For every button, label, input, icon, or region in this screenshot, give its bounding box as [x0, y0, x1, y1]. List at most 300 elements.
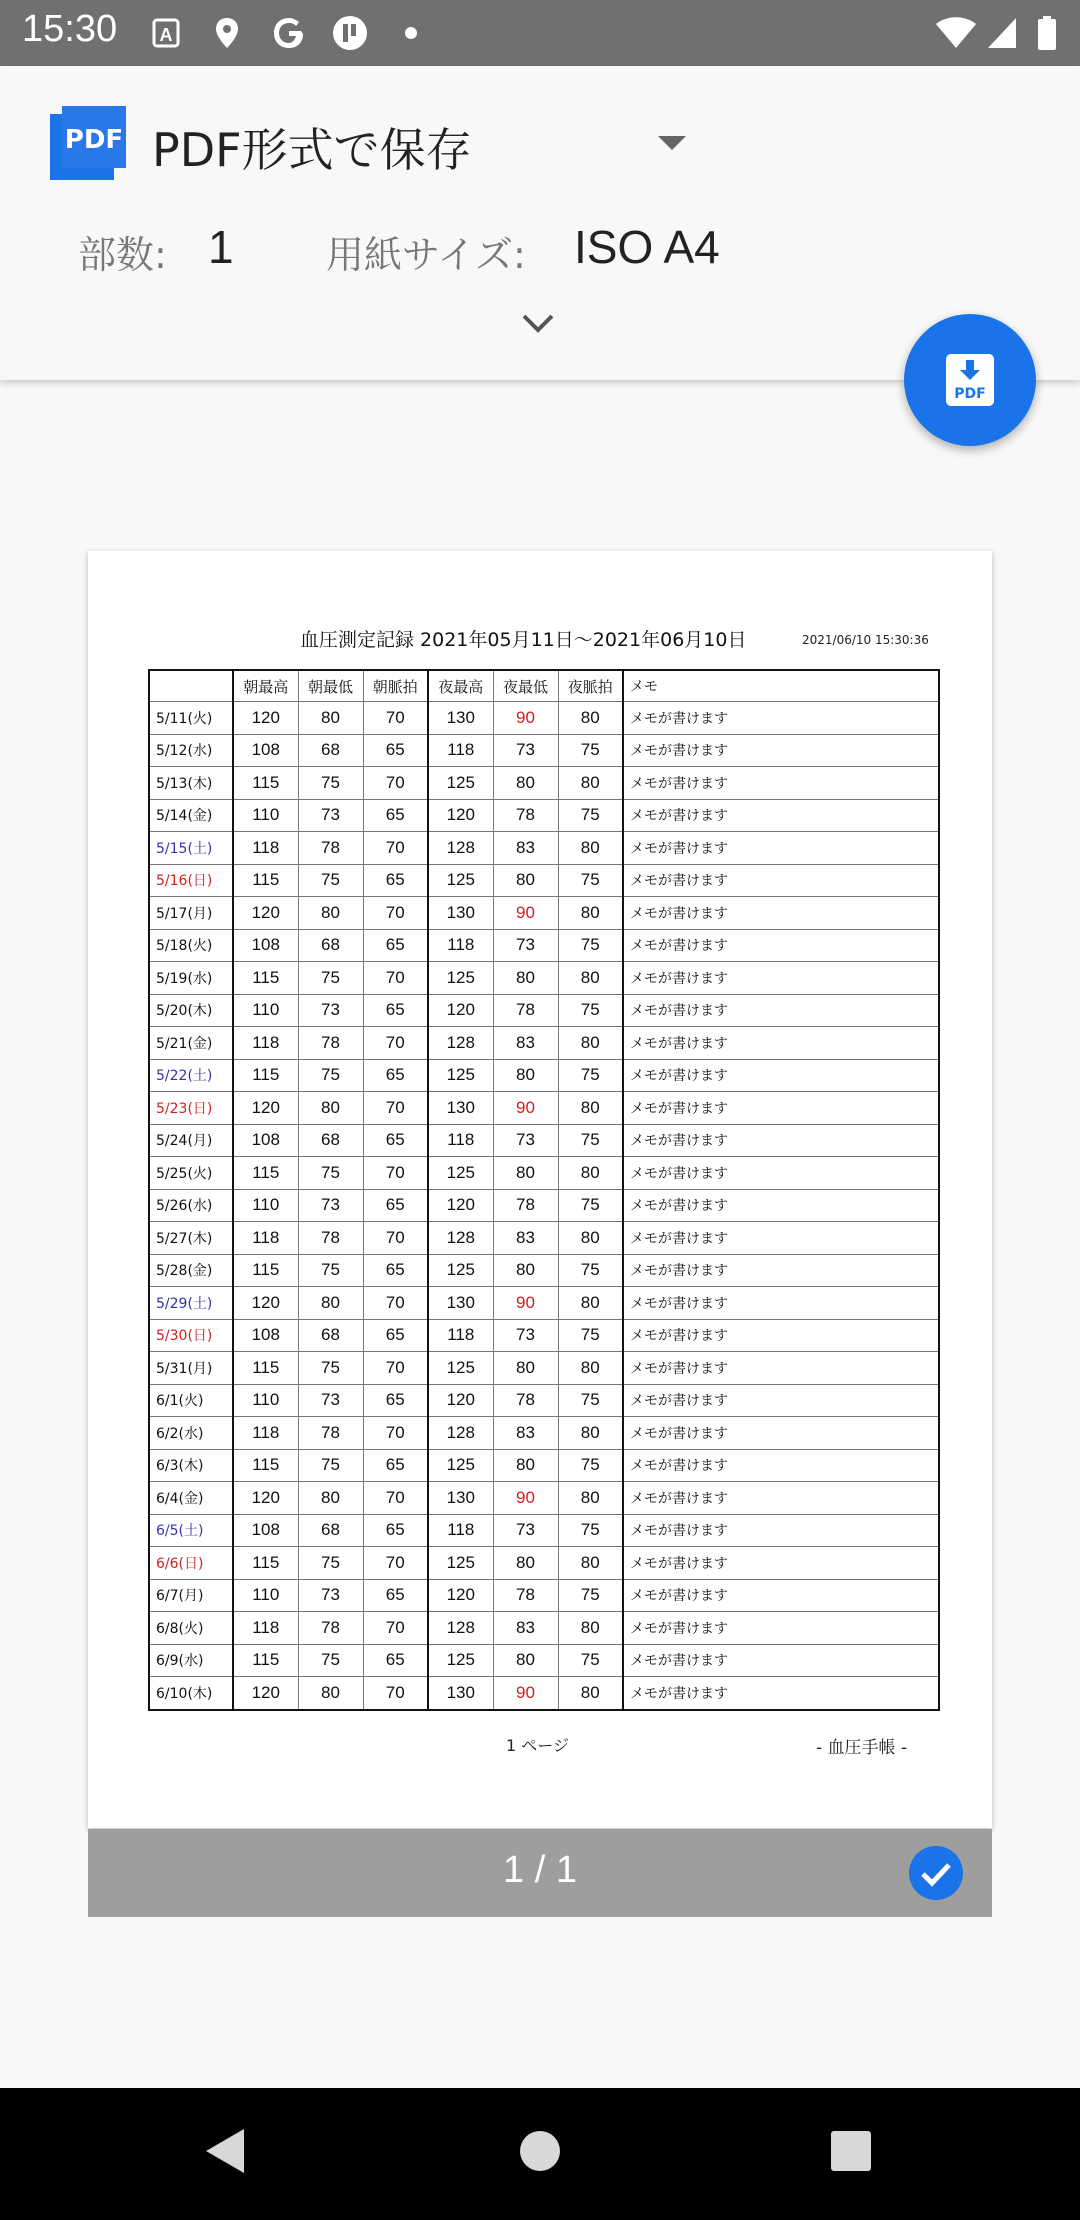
table-row	[149, 1482, 939, 1515]
row-date: 6/5(土)	[149, 1514, 233, 1547]
row-value: 68	[298, 1124, 363, 1157]
column-header: 夜最高	[428, 670, 493, 702]
row-value: 70	[363, 702, 428, 735]
row-value: 128	[428, 1612, 493, 1645]
row-value: 80	[558, 1547, 623, 1580]
status-time: 15:30	[22, 8, 118, 50]
row-value: 73	[298, 1189, 363, 1222]
table-row	[149, 1449, 939, 1482]
row-value: 70	[363, 962, 428, 995]
row-value: 108	[233, 929, 298, 962]
table-row	[149, 1352, 939, 1385]
row-value: 65	[363, 799, 428, 832]
row-value: 125	[428, 1059, 493, 1092]
row-date: 5/21(金)	[149, 1027, 233, 1060]
row-value: 75	[558, 799, 623, 832]
status-bar	[0, 0, 1080, 66]
row-value: 120	[233, 1092, 298, 1125]
row-value: 118	[428, 929, 493, 962]
row-value: 80	[558, 832, 623, 865]
row-memo: メモが書けます	[623, 1579, 939, 1612]
row-value: 108	[233, 1514, 298, 1547]
row-value: 120	[233, 1287, 298, 1320]
row-value: 75	[558, 1319, 623, 1352]
row-value: 68	[298, 1514, 363, 1547]
row-value: 110	[233, 994, 298, 1027]
row-value: 80	[558, 1157, 623, 1190]
row-value: 75	[558, 1059, 623, 1092]
row-date: 6/7(月)	[149, 1579, 233, 1612]
row-value: 75	[558, 1514, 623, 1547]
row-value: 65	[363, 864, 428, 897]
row-memo: メモが書けます	[623, 1384, 939, 1417]
row-value: 70	[363, 1027, 428, 1060]
row-value: 75	[558, 1384, 623, 1417]
row-value: 75	[298, 1352, 363, 1385]
row-value: 83	[493, 1027, 558, 1060]
row-value: 68	[298, 734, 363, 767]
table-row	[149, 1254, 939, 1287]
row-value: 75	[558, 929, 623, 962]
signal-icon	[984, 14, 1020, 52]
row-value: 80	[298, 1677, 363, 1710]
row-date: 6/9(水)	[149, 1644, 233, 1677]
row-value: 73	[493, 1124, 558, 1157]
row-date: 5/11(火)	[149, 702, 233, 735]
page-indicator-text: 1 / 1	[503, 1849, 577, 1891]
row-value: 75	[298, 1059, 363, 1092]
row-value: 70	[363, 1547, 428, 1580]
row-value: 65	[363, 994, 428, 1027]
row-value: 80	[298, 702, 363, 735]
row-value: 68	[298, 929, 363, 962]
row-value: 65	[363, 1124, 428, 1157]
row-memo: メモが書けます	[623, 702, 939, 735]
download-pdf-button[interactable]	[904, 314, 1036, 446]
row-value: 75	[298, 1254, 363, 1287]
table-row	[149, 799, 939, 832]
row-date: 5/12(水)	[149, 734, 233, 767]
row-value: 65	[363, 1059, 428, 1092]
row-value: 80	[558, 1417, 623, 1450]
row-value: 80	[298, 897, 363, 930]
row-value: 75	[298, 1449, 363, 1482]
row-value: 128	[428, 1027, 493, 1060]
row-date: 6/10(木)	[149, 1677, 233, 1710]
table-row	[149, 767, 939, 800]
row-value: 70	[363, 1222, 428, 1255]
table-row	[149, 1644, 939, 1677]
row-value: 65	[363, 1319, 428, 1352]
row-value: 118	[233, 1027, 298, 1060]
row-value: 125	[428, 962, 493, 995]
row-memo: メモが書けます	[623, 1352, 939, 1385]
row-value: 73	[493, 1514, 558, 1547]
row-memo: メモが書けます	[623, 929, 939, 962]
row-value: 115	[233, 1644, 298, 1677]
row-value: 65	[363, 1254, 428, 1287]
row-value: 75	[558, 1449, 623, 1482]
battery-icon	[1036, 14, 1058, 52]
row-value: 118	[428, 1319, 493, 1352]
row-value: 70	[363, 1352, 428, 1385]
row-value: 115	[233, 1449, 298, 1482]
row-value: 78	[493, 994, 558, 1027]
font-icon	[152, 14, 182, 52]
row-date: 6/2(水)	[149, 1417, 233, 1450]
row-memo: メモが書けます	[623, 1189, 939, 1222]
row-date: 5/31(月)	[149, 1352, 233, 1385]
row-value: 80	[558, 1222, 623, 1255]
destination-title[interactable]: PDF形式で保存	[152, 123, 472, 177]
row-value: 80	[558, 1677, 623, 1710]
row-value: 83	[493, 1612, 558, 1645]
table-row	[149, 1384, 939, 1417]
row-value: 83	[493, 1222, 558, 1255]
row-memo: メモが書けます	[623, 1254, 939, 1287]
table-row	[149, 1287, 939, 1320]
row-value: 125	[428, 864, 493, 897]
row-value: 80	[558, 702, 623, 735]
page-selected-check-icon[interactable]	[908, 1845, 964, 1901]
row-value: 80	[298, 1482, 363, 1515]
row-value: 125	[428, 1157, 493, 1190]
row-date: 6/6(日)	[149, 1547, 233, 1580]
home-icon[interactable]	[519, 2126, 561, 2176]
svg-text:PDF: PDF	[954, 386, 986, 402]
row-value: 110	[233, 1384, 298, 1417]
row-memo: メモが書けます	[623, 1319, 939, 1352]
row-date: 5/30(日)	[149, 1319, 233, 1352]
row-value: 125	[428, 1254, 493, 1287]
row-value: 80	[558, 1352, 623, 1385]
table-row	[149, 929, 939, 962]
row-value: 90	[493, 1677, 558, 1710]
blood-pressure-table	[148, 669, 940, 1711]
row-value: 90	[493, 897, 558, 930]
row-value: 130	[428, 1287, 493, 1320]
table-row	[149, 702, 939, 735]
row-value: 75	[558, 1189, 623, 1222]
row-date: 5/22(土)	[149, 1059, 233, 1092]
table-row	[149, 1417, 939, 1450]
row-value: 125	[428, 767, 493, 800]
row-value: 70	[363, 1482, 428, 1515]
table-row	[149, 1514, 939, 1547]
wifi-icon	[934, 14, 978, 52]
navigation-bar	[0, 2088, 1080, 2220]
dot-icon	[404, 14, 418, 52]
row-value: 118	[428, 1514, 493, 1547]
row-date: 5/27(木)	[149, 1222, 233, 1255]
google-icon	[270, 14, 308, 52]
table-row	[149, 1059, 939, 1092]
copies-value[interactable]: 1	[208, 221, 234, 273]
row-value: 120	[428, 799, 493, 832]
row-date: 5/20(木)	[149, 994, 233, 1027]
recents-icon[interactable]	[830, 2126, 872, 2176]
document-page-number: 1 ページ	[506, 1736, 569, 1755]
row-value: 108	[233, 1124, 298, 1157]
row-value: 78	[298, 1222, 363, 1255]
row-value: 115	[233, 1352, 298, 1385]
row-value: 120	[428, 994, 493, 1027]
row-value: 130	[428, 1482, 493, 1515]
accessibility-icon	[330, 14, 370, 52]
row-memo: メモが書けます	[623, 1547, 939, 1580]
row-value: 75	[558, 1644, 623, 1677]
row-value: 78	[493, 799, 558, 832]
row-value: 75	[298, 962, 363, 995]
row-value: 70	[363, 897, 428, 930]
row-value: 120	[428, 1384, 493, 1417]
row-value: 75	[298, 1644, 363, 1677]
row-date: 5/24(月)	[149, 1124, 233, 1157]
row-value: 128	[428, 832, 493, 865]
row-value: 108	[233, 1319, 298, 1352]
row-memo: メモが書けます	[623, 1059, 939, 1092]
row-value: 75	[558, 994, 623, 1027]
row-value: 120	[233, 897, 298, 930]
svg-text:A: A	[159, 25, 173, 45]
row-value: 75	[298, 1157, 363, 1190]
row-value: 118	[428, 734, 493, 767]
table-row	[149, 864, 939, 897]
row-date: 5/13(木)	[149, 767, 233, 800]
row-value: 80	[493, 1449, 558, 1482]
row-value: 80	[558, 1027, 623, 1060]
row-date: 6/8(火)	[149, 1612, 233, 1645]
row-date: 5/17(月)	[149, 897, 233, 930]
row-date: 5/18(火)	[149, 929, 233, 962]
row-date: 5/26(水)	[149, 1189, 233, 1222]
copies-label: 部数:	[78, 233, 167, 277]
row-value: 75	[558, 1254, 623, 1287]
document-title: 血圧測定記録 2021年05月11日〜2021年06月10日	[300, 629, 747, 651]
row-memo: メモが書けます	[623, 1417, 939, 1450]
row-memo: メモが書けます	[623, 734, 939, 767]
row-value: 80	[493, 962, 558, 995]
column-header: 夜最低	[493, 670, 558, 702]
row-value: 128	[428, 1417, 493, 1450]
row-value: 65	[363, 929, 428, 962]
row-memo: メモが書けます	[623, 1514, 939, 1547]
row-value: 83	[493, 1417, 558, 1450]
row-value: 78	[298, 1027, 363, 1060]
row-value: 90	[493, 1092, 558, 1125]
row-date: 6/1(火)	[149, 1384, 233, 1417]
row-value: 70	[363, 767, 428, 800]
row-date: 5/14(金)	[149, 799, 233, 832]
row-value: 118	[233, 1222, 298, 1255]
table-row	[149, 994, 939, 1027]
paper-size-label: 用紙サイズ:	[326, 233, 526, 277]
destination-dropdown-icon[interactable]	[658, 136, 686, 150]
row-value: 115	[233, 1547, 298, 1580]
row-value: 78	[493, 1384, 558, 1417]
row-value: 80	[558, 962, 623, 995]
row-value: 70	[363, 832, 428, 865]
row-value: 120	[233, 1677, 298, 1710]
row-value: 130	[428, 1092, 493, 1125]
row-value: 70	[363, 1417, 428, 1450]
column-header-date	[149, 670, 233, 702]
row-memo: メモが書けます	[623, 799, 939, 832]
table-row	[149, 1157, 939, 1190]
back-icon[interactable]	[202, 2126, 248, 2176]
row-value: 115	[233, 1254, 298, 1287]
table-row	[149, 1222, 939, 1255]
row-value: 70	[363, 1157, 428, 1190]
row-value: 80	[493, 1059, 558, 1092]
row-date: 6/4(金)	[149, 1482, 233, 1515]
paper-size-value[interactable]: ISO A4	[574, 221, 720, 273]
row-memo: メモが書けます	[623, 1287, 939, 1320]
table-header-row	[149, 670, 939, 702]
row-value: 75	[558, 864, 623, 897]
pdf-download-icon	[942, 352, 998, 408]
row-value: 65	[363, 1384, 428, 1417]
row-value: 70	[363, 1677, 428, 1710]
row-value: 65	[363, 734, 428, 767]
row-memo: メモが書けます	[623, 1449, 939, 1482]
row-value: 78	[493, 1579, 558, 1612]
row-value: 90	[493, 1287, 558, 1320]
table-row	[149, 1319, 939, 1352]
row-value: 75	[558, 734, 623, 767]
row-date: 5/25(火)	[149, 1157, 233, 1190]
row-value: 80	[493, 1547, 558, 1580]
row-value: 83	[493, 832, 558, 865]
row-memo: メモが書けます	[623, 1222, 939, 1255]
print-options-header	[0, 66, 1080, 380]
row-value: 75	[558, 1124, 623, 1157]
row-value: 73	[298, 1579, 363, 1612]
row-value: 73	[298, 994, 363, 1027]
row-value: 115	[233, 864, 298, 897]
pdf-logo-icon	[50, 106, 126, 180]
chevron-down-icon[interactable]	[520, 312, 556, 336]
column-header: 朝最高	[233, 670, 298, 702]
row-date: 5/19(水)	[149, 962, 233, 995]
row-value: 130	[428, 1677, 493, 1710]
page-preview[interactable]	[88, 551, 992, 1891]
row-value: 73	[493, 929, 558, 962]
row-value: 125	[428, 1547, 493, 1580]
row-value: 78	[493, 1189, 558, 1222]
row-value: 73	[493, 734, 558, 767]
row-value: 115	[233, 767, 298, 800]
row-value: 118	[233, 832, 298, 865]
row-value: 65	[363, 1644, 428, 1677]
column-header: 朝最低	[298, 670, 363, 702]
row-value: 118	[428, 1124, 493, 1157]
row-value: 90	[493, 702, 558, 735]
row-value: 80	[493, 1157, 558, 1190]
row-value: 75	[298, 767, 363, 800]
row-value: 65	[363, 1449, 428, 1482]
row-date: 5/28(金)	[149, 1254, 233, 1287]
table-row	[149, 1547, 939, 1580]
row-value: 125	[428, 1449, 493, 1482]
row-memo: メモが書けます	[623, 1124, 939, 1157]
row-value: 78	[298, 1612, 363, 1645]
page-indicator-bar	[88, 1829, 992, 1917]
row-value: 80	[493, 1644, 558, 1677]
row-value: 110	[233, 1579, 298, 1612]
row-value: 65	[363, 1189, 428, 1222]
row-value: 80	[558, 1612, 623, 1645]
row-memo: メモが書けます	[623, 1482, 939, 1515]
row-value: 120	[428, 1579, 493, 1612]
row-memo: メモが書けます	[623, 832, 939, 865]
table-row	[149, 734, 939, 767]
row-value: 78	[298, 1417, 363, 1450]
row-value: 115	[233, 1059, 298, 1092]
row-date: 5/15(土)	[149, 832, 233, 865]
row-memo: メモが書けます	[623, 1157, 939, 1190]
row-value: 65	[363, 1579, 428, 1612]
row-memo: メモが書けます	[623, 962, 939, 995]
row-value: 108	[233, 734, 298, 767]
row-value: 80	[558, 1092, 623, 1125]
row-value: 75	[298, 1547, 363, 1580]
row-value: 70	[363, 1287, 428, 1320]
row-value: 65	[363, 1514, 428, 1547]
row-value: 70	[363, 1612, 428, 1645]
table-row	[149, 1027, 939, 1060]
row-value: 115	[233, 962, 298, 995]
row-value: 73	[298, 799, 363, 832]
table-row	[149, 1612, 939, 1645]
document-brand: - 血圧手帳 -	[816, 1738, 908, 1758]
row-value: 75	[298, 864, 363, 897]
row-value: 80	[558, 1482, 623, 1515]
row-value: 110	[233, 799, 298, 832]
row-memo: メモが書けます	[623, 1027, 939, 1060]
location-icon	[212, 14, 242, 52]
table-row	[149, 962, 939, 995]
table-row	[149, 1579, 939, 1612]
row-memo: メモが書けます	[623, 1092, 939, 1125]
table-row	[149, 1677, 939, 1710]
row-memo: メモが書けます	[623, 767, 939, 800]
row-date: 6/3(木)	[149, 1449, 233, 1482]
row-memo: メモが書けます	[623, 1612, 939, 1645]
table-row	[149, 1189, 939, 1222]
row-value: 80	[493, 864, 558, 897]
row-value: 130	[428, 897, 493, 930]
row-value: 80	[558, 767, 623, 800]
row-value: 118	[233, 1612, 298, 1645]
row-date: 5/29(土)	[149, 1287, 233, 1320]
row-value: 120	[233, 1482, 298, 1515]
row-value: 110	[233, 1189, 298, 1222]
column-header: 朝脈拍	[363, 670, 428, 702]
row-value: 120	[428, 1189, 493, 1222]
row-date: 5/16(日)	[149, 864, 233, 897]
document-timestamp: 2021/06/10 15:30:36	[802, 633, 929, 647]
row-value: 80	[493, 1254, 558, 1287]
column-header-memo: メモ	[623, 670, 939, 702]
row-value: 73	[298, 1384, 363, 1417]
row-value: 68	[298, 1319, 363, 1352]
row-value: 115	[233, 1157, 298, 1190]
row-value: 90	[493, 1482, 558, 1515]
row-value: 128	[428, 1222, 493, 1255]
row-memo: メモが書けます	[623, 1677, 939, 1710]
table-row	[149, 897, 939, 930]
